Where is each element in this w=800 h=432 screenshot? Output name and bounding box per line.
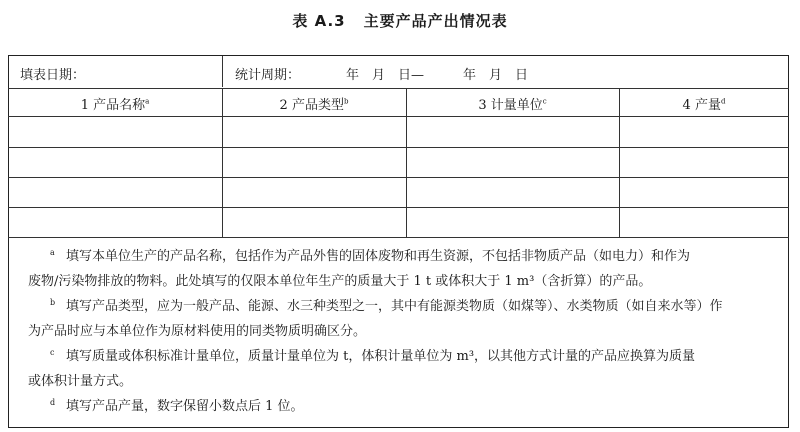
- stat-period-fill: 年 月 日— 年 月 日: [346, 68, 529, 83]
- divider: [8, 237, 789, 238]
- footnote-text: 废物/污染物排放的物料。此处填写的仅限本单位年生产的质量大于 1 t 或体积大于 1 m³（含折算）的产品。: [28, 274, 652, 289]
- stat-period-label: 统计周期：: [235, 68, 301, 83]
- fill-date-label: 填表日期：: [20, 68, 86, 83]
- column-header-unit: 3 计量单位$^c$: [478, 97, 547, 113]
- divider: [8, 177, 789, 178]
- footnote-text: 或体积计量方式。: [28, 374, 133, 389]
- column-header-product-type: 2 产品类型$^b$: [279, 97, 349, 113]
- column-header-output: 4 产量$^d$: [682, 97, 726, 113]
- table-title: [0, 10, 800, 31]
- footnote-text: 填写产品产量，数字保留小数点后 1 位。: [66, 399, 304, 414]
- column-header-product-name: 1 产品名称$^a$: [80, 97, 150, 113]
- divider: [8, 116, 789, 117]
- divider: [8, 147, 789, 148]
- footnote-mark: d: [50, 398, 56, 407]
- table-title-text: 主要产品产出情况表: [363, 12, 508, 30]
- table-code: 表 A.3: [292, 12, 346, 30]
- divider: [8, 88, 789, 89]
- footnote-text: 为产品时应与本单位作为原材料使用的同类物质明确区分。: [28, 324, 367, 339]
- divider: [222, 56, 223, 87]
- footnote-text: 填写产品类型，应为一般产品、能源、水三种类型之一，其中有能源类物质（如煤等）、水类物质（如自来水等）作: [66, 299, 723, 314]
- divider: [8, 207, 789, 208]
- footnote-mark: c: [50, 348, 55, 357]
- footnote-mark: a: [50, 248, 55, 257]
- footnote-mark: b: [50, 298, 56, 307]
- footnote-text: 填写本单位生产的产品名称，包括作为产品外售的固体废物和再生资源，不包括非物质产品（如电力）和作为: [66, 249, 691, 264]
- footnote-text: 填写质量或体积标准计量单位，质量计量单位为 t，体积计量单位为 m³，以其他方式计量的产品应换算为质量: [66, 349, 696, 364]
